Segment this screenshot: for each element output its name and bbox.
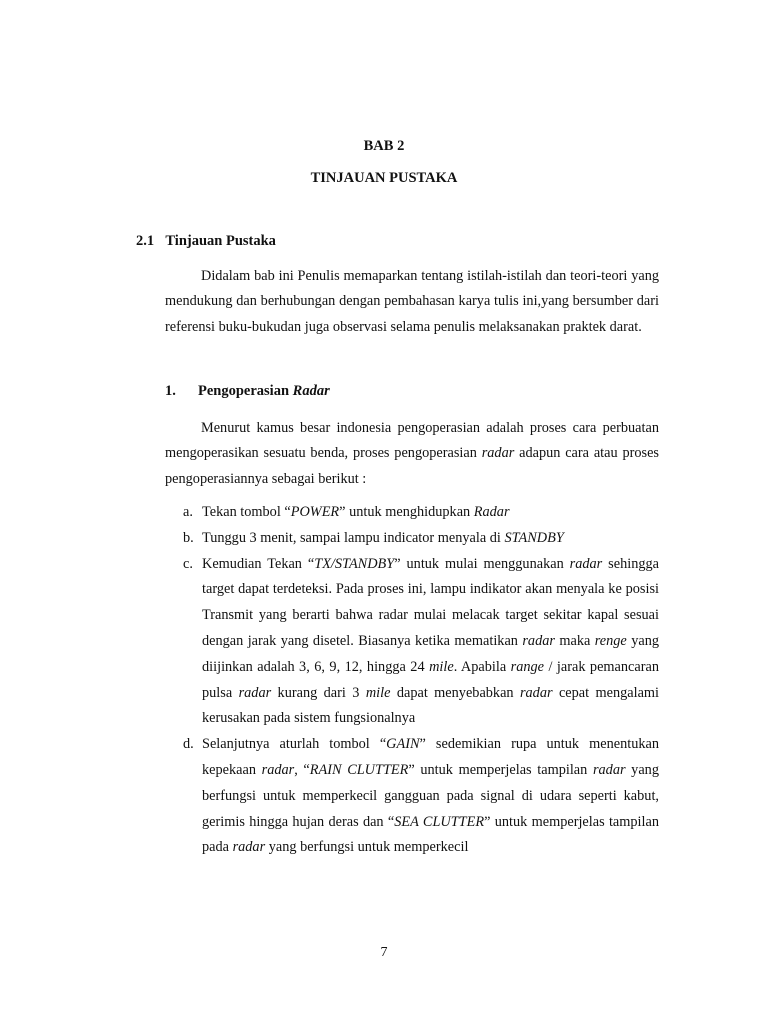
italic-run: radar [522, 632, 555, 649]
subsection-heading [165, 383, 330, 400]
subsection-title-plain: Pengoperasian [198, 383, 293, 399]
italic-run: Radar [473, 504, 510, 520]
subsection-number: 1. [165, 383, 176, 399]
section-title: Tinjauan Pustaka [165, 233, 276, 249]
text-run: cepat mengalami kerusakan pada sistem fungsionalnya [202, 684, 660, 727]
text-run: yang berfungsi untuk memperkecil [265, 839, 469, 856]
chapter-label: BAB 2 [363, 138, 405, 154]
intro-paragraph: Didalam bab ini Penulis memaparkan tentang istilah-istilah dan teori-teori yang mendukung dan berhubungan dengan pembahasan karya tulis ini,yang bersumber dari referensi buku-bukudan juga observasi selama penulis melaksanakan praktek darat. [165, 268, 659, 335]
italic-run: radar [232, 839, 266, 856]
text-run: / jarak pemancaran pulsa [202, 658, 659, 701]
text-run: ” untuk menghidupkan [339, 504, 474, 520]
text-run: Tekan tombol “ [202, 504, 291, 520]
step-marker: b. [183, 529, 194, 546]
text-run: ” untuk memperjelas tampilan [408, 761, 593, 778]
page-number: 7 [380, 945, 388, 960]
italic-run: POWER [290, 504, 340, 520]
step-text [202, 530, 564, 546]
subsection-paragraph [165, 416, 659, 492]
italic-run: radar [238, 684, 272, 701]
text-run: ” untuk mulai menggunakan [394, 555, 570, 572]
step-text [202, 736, 659, 855]
step-a [183, 500, 659, 526]
italic-run: mile [365, 684, 391, 701]
step-text [202, 556, 659, 727]
italic-run: range [510, 658, 545, 675]
italic-run: SEA CLUTTER [394, 813, 485, 830]
italic-run: mile [429, 658, 454, 675]
step-marker: d. [183, 736, 194, 753]
italic-run: radar [592, 761, 626, 778]
step-d [183, 732, 659, 861]
text-run: , “ [294, 761, 310, 778]
italic-run: GAIN [386, 736, 420, 753]
text-run: adapun cara atau proses pengoperasiannya sebagai berikut : [165, 445, 659, 487]
step-b [183, 526, 659, 552]
text-run: ” sedemikian rupa untuk menentukan kepekaan [202, 736, 659, 778]
text-run: dapat menyebabkan [390, 684, 520, 701]
text-run: yang diijinkan adalah 3, 6, 9, 12, hingga 24 [202, 632, 659, 675]
step-marker: c. [183, 555, 193, 572]
italic-run: RAIN CLUTTER [309, 761, 409, 778]
text-run: yang berfungsi untuk memperkecil gangguan pada signal di udara seperti kabut, gerimis hingga hujan deras dan “ [202, 761, 659, 830]
section-number: 2.1 [136, 233, 155, 249]
step-text [202, 504, 510, 520]
italic-run: TX/STANDBY [314, 555, 395, 572]
italic-run: radar [569, 555, 603, 572]
text-run: ” untuk memperjelas tampilan pada [202, 813, 659, 856]
step-c [183, 552, 659, 733]
italic-run: radar [519, 684, 553, 701]
step-marker: a. [183, 504, 193, 520]
operation-steps-list [183, 500, 659, 861]
italic-run: radar [261, 761, 295, 778]
italic-run: STANDBY [504, 529, 564, 546]
text-run: kurang dari 3 [271, 684, 366, 701]
text-run: . Apabila [453, 658, 511, 675]
text-run: maka [554, 632, 595, 649]
text-run: Tunggu 3 menit, sampai lampu indicator menyala di [202, 529, 505, 546]
text-run: Menurut kamus besar indonesia pengoperasian adalah proses cara perbuatan mengoperasikan sesuatu benda, proses pengoperasian [165, 420, 659, 462]
chapter-title: TINJAUAN PUSTAKA [310, 170, 458, 186]
text-run: Kemudian Tekan “ [202, 555, 315, 572]
section-heading [136, 233, 276, 250]
italic-run: radar [481, 445, 515, 462]
text-run: Selanjutnya aturlah tombol “ [202, 736, 387, 753]
text-run: sehingga target dapat terdeteksi. Pada proses ini, lampu indikator akan menyala ke posisi Transmit yang berarti bahwa radar mulai melacak target sekitar kapal sesuai dengan jarak yang disetel. Biasanya ketika mematikan [202, 555, 659, 649]
italic-run: renge [594, 632, 627, 649]
subsection-title-italic: Radar [292, 383, 330, 399]
